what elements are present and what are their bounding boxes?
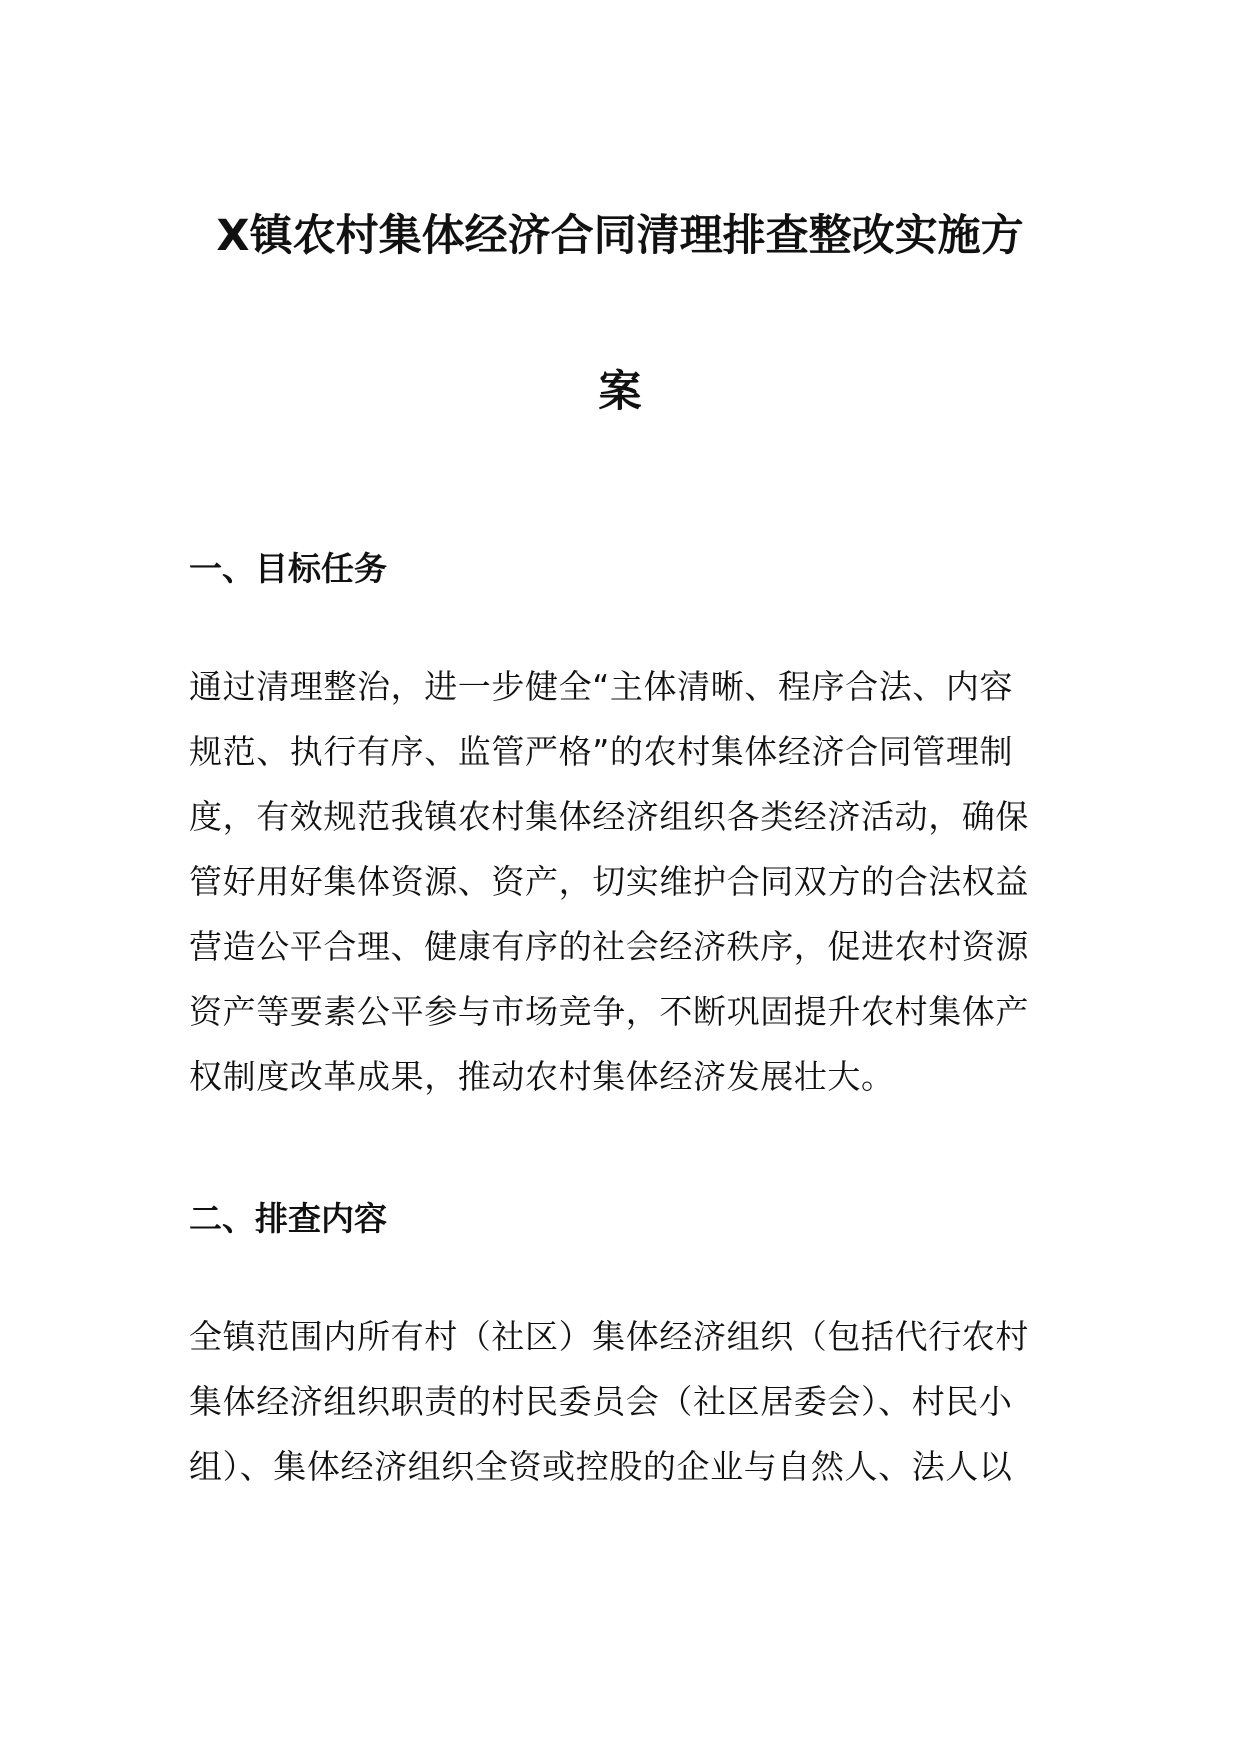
document-title-line-1: X镇农村集体经济合同清理排查整改实施方 (216, 211, 1024, 261)
paragraph-line: 度，有效规范我镇农村集体经济组织各类经济活动，确保 (189, 797, 1029, 836)
paragraph-line: 组）、集体经济组织全资或控股的企业与自然人、法人以 (189, 1447, 1013, 1486)
paragraph-line: 集体经济组织职责的村民委员会（社区居委会）、村民小 (189, 1382, 1013, 1421)
paragraph-line: 规范、执行有序、监管严格”的农村集体经济合同管理制 (189, 732, 1014, 771)
section-heading-goals: 一、目标任务 (189, 549, 387, 588)
section-paragraph-scope (189, 1304, 1069, 1499)
document-title-line-2: 案 (598, 367, 642, 417)
paragraph-line: 管好用好集体资源、资产，切实维护合同双方的合法权益 (189, 862, 1029, 901)
paragraph-line: 营造公平合理、健康有序的社会经济秩序，促进农村资源 (189, 927, 1029, 966)
paragraph-line: 权制度改革成果，推动农村集体经济发展壮大。 (189, 1057, 895, 1096)
paragraph-line: 通过清理整治，进一步健全“主体清晰、程序合法、内容 (189, 667, 1014, 706)
paragraph-line: 资产等要素公平参与市场竞争，不断巩固提升农村集体产 (189, 992, 1029, 1031)
section-paragraph-goals (189, 654, 1069, 1109)
paragraph-line: 全镇范围内所有村（社区）集体经济组织（包括代行农村 (189, 1317, 1029, 1356)
section-heading-scope: 二、排查内容 (189, 1199, 387, 1238)
